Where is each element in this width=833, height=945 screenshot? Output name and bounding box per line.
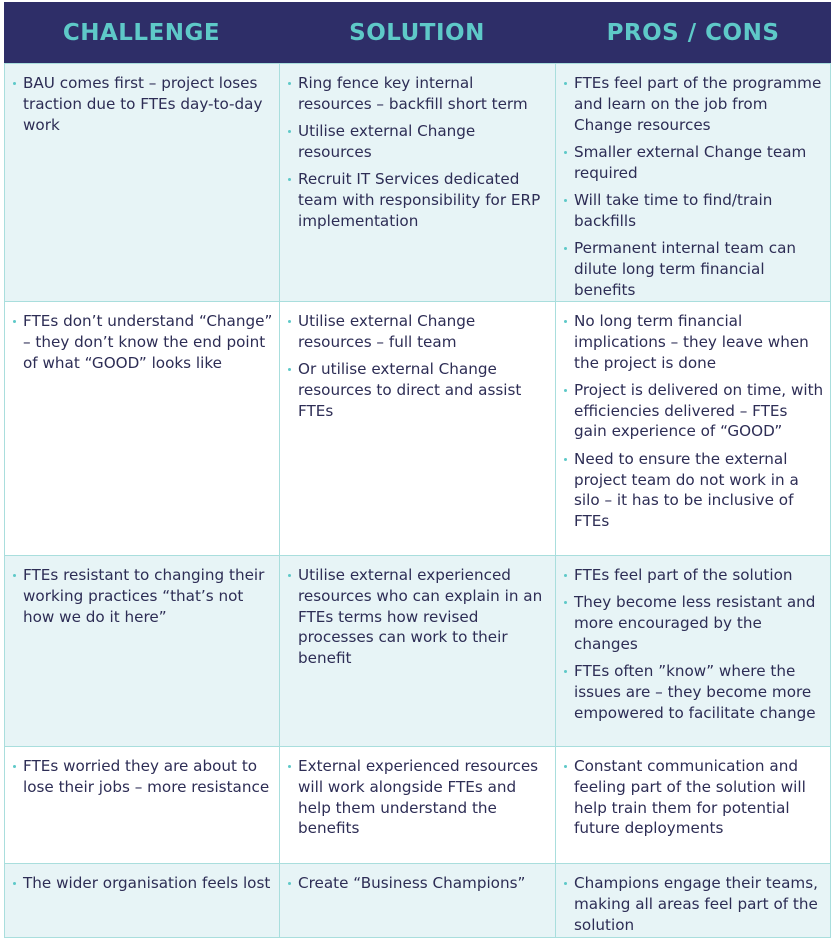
solution-item: Ring fence key internal resources – backfill short term	[286, 73, 549, 115]
pros-cons-item: FTEs feel part of the solution	[562, 565, 824, 586]
solution-cell	[279, 864, 555, 937]
challenge-item: BAU comes first – project loses traction due to FTEs day-to-day work	[11, 73, 273, 135]
pros-cons-item: FTEs feel part of the programme and learn on the job from Change resources	[562, 73, 824, 135]
challenge-item: FTEs don’t understand “Change” – they don’t know the end point of what “GOOD” looks like	[11, 311, 273, 373]
solution-cell	[279, 302, 555, 555]
pros-cons-item: Smaller external Change team required	[562, 142, 824, 184]
pros-cons-item: Project is delivered on time, with efficiencies delivered – FTEs gain experience of “GOOD”	[562, 380, 824, 442]
challenge-solution-table	[4, 2, 831, 938]
table-row	[4, 63, 831, 302]
solution-item: Create “Business Champions”	[286, 873, 549, 894]
header-solution: SOLUTION	[349, 19, 485, 46]
pros-cons-item: Champions engage their teams, making all areas feel part of the solution	[562, 873, 824, 935]
solution-cell	[279, 64, 555, 301]
pros-cons-cell	[555, 64, 831, 301]
pros-cons-item: FTEs often ”know” where the issues are – they become more empowered to facilitate change	[562, 661, 824, 723]
header-pros-cons: PROS / CONS	[606, 19, 780, 46]
header-challenge: CHALLENGE	[62, 19, 221, 46]
table-row	[4, 747, 831, 864]
table-header	[4, 2, 831, 63]
challenge-cell	[4, 64, 279, 301]
solution-item: Utilise external Change resources – full team	[286, 311, 549, 353]
table-row	[4, 302, 831, 556]
pros-cons-item: No long term financial implications – they leave when the project is done	[562, 311, 824, 373]
solution-item: Utilise external experienced resources who can explain in an FTEs terms how revised processes can work to their benefit	[286, 565, 549, 669]
pros-cons-item: Constant communication and feeling part of the solution will help train them for potential future deployments	[562, 756, 824, 839]
pros-cons-item: Permanent internal team can dilute long term financial benefits	[562, 238, 824, 300]
challenge-cell	[4, 747, 279, 863]
solution-cell	[279, 556, 555, 746]
solution-item: Recruit IT Services dedicated team with responsibility for ERP implementation	[286, 169, 549, 231]
pros-cons-cell	[555, 556, 831, 746]
challenge-cell	[4, 864, 279, 937]
challenge-item: FTEs resistant to changing their working practices “that’s not how we do it here”	[11, 565, 273, 627]
solution-item: Utilise external Change resources	[286, 121, 549, 163]
pros-cons-cell	[555, 747, 831, 863]
solution-item: Or utilise external Change resources to direct and assist FTEs	[286, 359, 549, 421]
challenge-cell	[4, 302, 279, 555]
solution-item: External experienced resources will work alongside FTEs and help them understand the benefits	[286, 756, 549, 839]
table-row	[4, 556, 831, 747]
pros-cons-item: Will take time to find/train backfills	[562, 190, 824, 232]
solution-cell	[279, 747, 555, 863]
pros-cons-cell	[555, 302, 831, 555]
table-row	[4, 864, 831, 938]
pros-cons-item: Need to ensure the external project team do not work in a silo – it has to be inclusive of FTEs	[562, 449, 824, 532]
pros-cons-cell	[555, 864, 831, 937]
pros-cons-item: They become less resistant and more encouraged by the changes	[562, 592, 824, 654]
challenge-item: The wider organisation feels lost	[11, 873, 273, 894]
challenge-item: FTEs worried they are about to lose their jobs – more resistance	[11, 756, 273, 798]
challenge-cell	[4, 556, 279, 746]
